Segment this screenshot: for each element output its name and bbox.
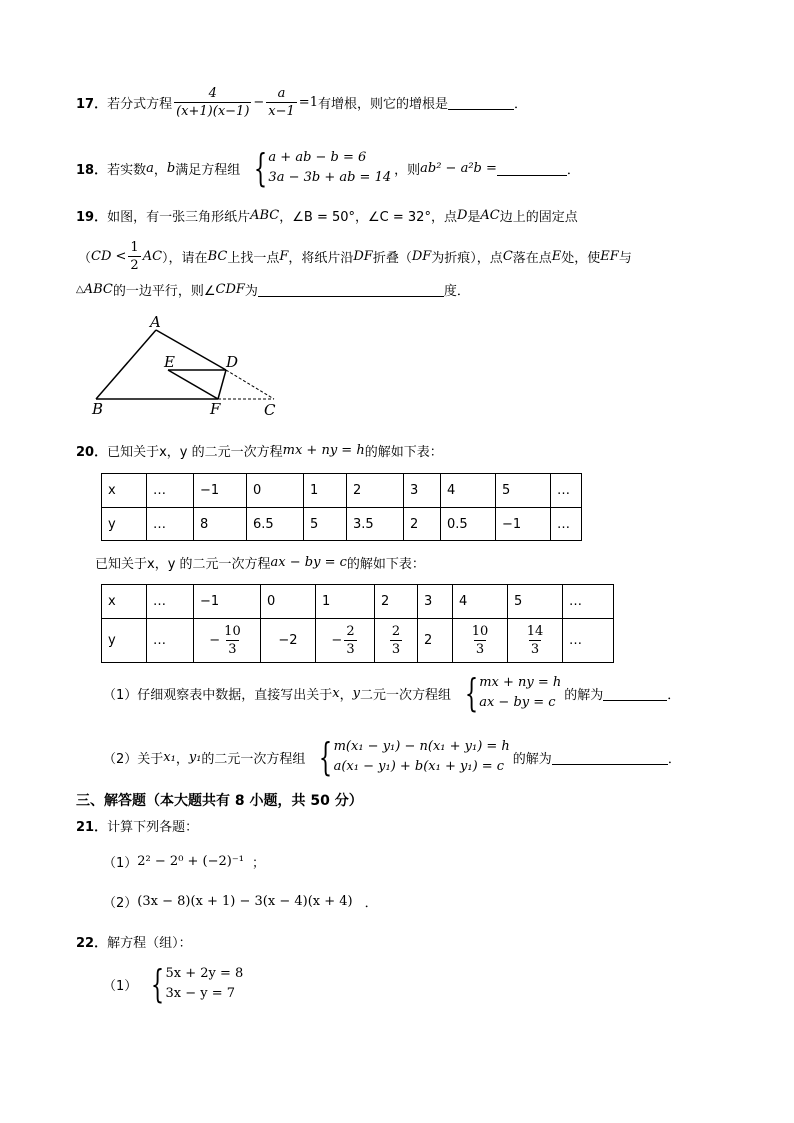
table-cell: …: [147, 508, 194, 541]
label-c: C: [264, 401, 276, 419]
table-cell: [453, 619, 508, 663]
fraction: $\frac{2}{3}$: [346, 624, 355, 657]
table-row: [102, 508, 582, 541]
answer-blank[interactable]: [258, 282, 444, 297]
table-cell: − $\frac{10}{3}$: [194, 619, 261, 663]
table-cell: …: [563, 585, 614, 619]
question-19-line-3: △ ABC 的一边平行，则∠ CDF 为 度．: [76, 282, 470, 299]
table-cell: 2: [375, 585, 418, 619]
equation-system: { a + ab − b = 6 3a − 3b + ab = 14: [254, 146, 392, 190]
fraction: $\frac{10}{3}$: [471, 624, 489, 657]
table-cell: −1: [194, 585, 261, 619]
triangle-figure: [88, 312, 288, 422]
table-cell: 5: [508, 585, 563, 619]
table-cell: 0: [261, 585, 316, 619]
label-a: A: [150, 313, 161, 331]
table-cell: 0: [247, 474, 304, 508]
question-21-part-2: （2） (3x − 8)(x + 1) − 3(x − 4)(x + 4) ．: [103, 894, 378, 911]
table-cell: 4: [453, 585, 508, 619]
table-cell: −1: [496, 508, 551, 541]
table-row: [102, 474, 582, 508]
fraction: $\frac{2}{3}$: [391, 624, 401, 657]
table-cell: 6.5: [247, 508, 304, 541]
table-cell: 3.5: [347, 508, 404, 541]
label-b: B: [92, 400, 104, 418]
solution-table-1: [101, 473, 582, 541]
table-cell: …: [563, 619, 614, 663]
solution-table-2: [101, 584, 614, 663]
table-cell: …: [147, 474, 194, 508]
answer-blank[interactable]: [552, 750, 668, 765]
table-cell: [375, 619, 418, 663]
table-cell: 8: [194, 508, 247, 541]
table-cell: 2: [347, 474, 404, 508]
question-17: 17． 若分式方程 $\frac{4}{(x+1)(x-1)}$ − $\frac{a}{x-1}$ =1 有增根，则它的增根是 ．: [76, 86, 527, 119]
question-number: 18．: [76, 162, 108, 178]
table-cell: 4: [441, 474, 496, 508]
table-cell: −2: [261, 619, 316, 663]
table-cell: 5: [304, 508, 347, 541]
table-cell: x: [102, 474, 147, 508]
question-20-part-1: （1）仔细观察表中数据，直接写出关于 x ， y 二元一次方程组 { mx + ny = h ax − by = c 的解为 ．: [103, 671, 681, 715]
question-21: 21． 计算下列各题：: [76, 816, 198, 835]
question-number: 20．: [76, 445, 108, 460]
equation-system: { mx + ny = h ax − by = c: [464, 671, 562, 715]
equation-system: { m(x₁ − y₁) − n(x₁ + y₁) = h a(x₁ − y₁) + b(x₁ + y₁) = c: [319, 735, 510, 779]
table-cell: x: [102, 585, 147, 619]
table-row: [102, 619, 614, 663]
label-e: E: [164, 353, 175, 371]
table-cell: 3: [418, 585, 453, 619]
question-number: 21．: [76, 820, 108, 835]
label-d: D: [226, 353, 239, 371]
table-cell: − $\frac{2}{3}$: [316, 619, 375, 663]
brace-icon: {: [464, 671, 479, 715]
brace-icon: {: [254, 146, 268, 190]
question-20-intro-2: 已知关于x，y 的二元一次方程 ax − by = c 的解如下表：: [95, 555, 425, 572]
table-cell: y: [102, 619, 147, 663]
question-20: 20． 已知关于x，y 的二元一次方程 mx + ny = h 的解如下表：: [76, 443, 443, 460]
answer-blank[interactable]: [603, 686, 667, 701]
table-cell: 1: [316, 585, 375, 619]
answer-blank[interactable]: [497, 161, 567, 176]
table-cell: y: [102, 508, 147, 541]
question-number: 19．: [76, 210, 108, 225]
question-text: 若分式方程: [107, 97, 173, 112]
question-21-part-1: （1） 2² − 2⁰ + (−2)⁻¹ ；: [103, 854, 265, 871]
question-22: 22． 解方程（组）：: [76, 932, 192, 951]
table-cell: …: [551, 474, 582, 508]
table-cell: 0.5: [441, 508, 496, 541]
question-19-line-2: （ CD < $\frac{1}{2}$ AC ），请在 BC 上找一点 F ，将纸片沿 DF 折叠（ DF 为折痕），点 C 落在点 E 处，使 EF 与: [78, 240, 632, 273]
table-row: [102, 585, 614, 619]
answer-blank[interactable]: [448, 95, 514, 110]
question-20-part-2: （2）关于 x₁ ， y₁ 的二元一次方程组 { m(x₁ − y₁) − n(x₁ + y₁) = h a(x₁ − y₁) + b(x₁ + y₁) = c 的解为 ．: [103, 735, 681, 779]
table-cell: 2: [418, 619, 453, 663]
question-18: 18． 若实数 a ， b 满足方程组 { a + ab − b = 6 3a − 3b + ab = 14 ，则 ab² − a²b = ．: [76, 146, 580, 190]
table-cell: …: [147, 585, 194, 619]
segment-df: [218, 370, 226, 399]
table-cell: …: [551, 508, 582, 541]
table-cell: 3: [404, 474, 441, 508]
brace-icon: {: [151, 962, 165, 1006]
equation-system: { 5x + 2y = 8 3x − y = 7: [151, 962, 244, 1006]
section-heading: 三、解答题（本大题共有 8 小题，共 50 分）: [76, 793, 363, 809]
fraction: $\frac{a}{x-1}$: [268, 86, 295, 119]
table-cell: 2: [404, 508, 441, 541]
table-cell: −1: [194, 474, 247, 508]
table-cell: …: [147, 619, 194, 663]
table-cell: 5: [496, 474, 551, 508]
label-f: F: [210, 400, 221, 418]
question-number: 22．: [76, 936, 108, 951]
question-22-part-1: （1） { 5x + 2y = 8 3x − y = 7: [103, 962, 244, 1006]
question-19: 19． 如图，有一张三角形纸片 ABC ，∠B = 50°，∠C = 32°，点 D 是 AC 边上的固定点: [76, 208, 578, 225]
brace-icon: {: [319, 735, 333, 779]
table-cell: 1: [304, 474, 347, 508]
table-cell: [508, 619, 563, 663]
segment-ef: [168, 370, 218, 399]
fraction: $\frac{14}{3}$: [526, 624, 544, 657]
segment-dc: [226, 370, 274, 399]
fraction: $\frac{1}{2}$: [130, 240, 139, 273]
fraction: $\frac{10}{3}$: [224, 624, 241, 657]
question-number: 17．: [76, 97, 108, 112]
fraction: $\frac{4}{(x+1)(x-1)}$: [176, 86, 250, 119]
side-ab: [96, 330, 156, 399]
